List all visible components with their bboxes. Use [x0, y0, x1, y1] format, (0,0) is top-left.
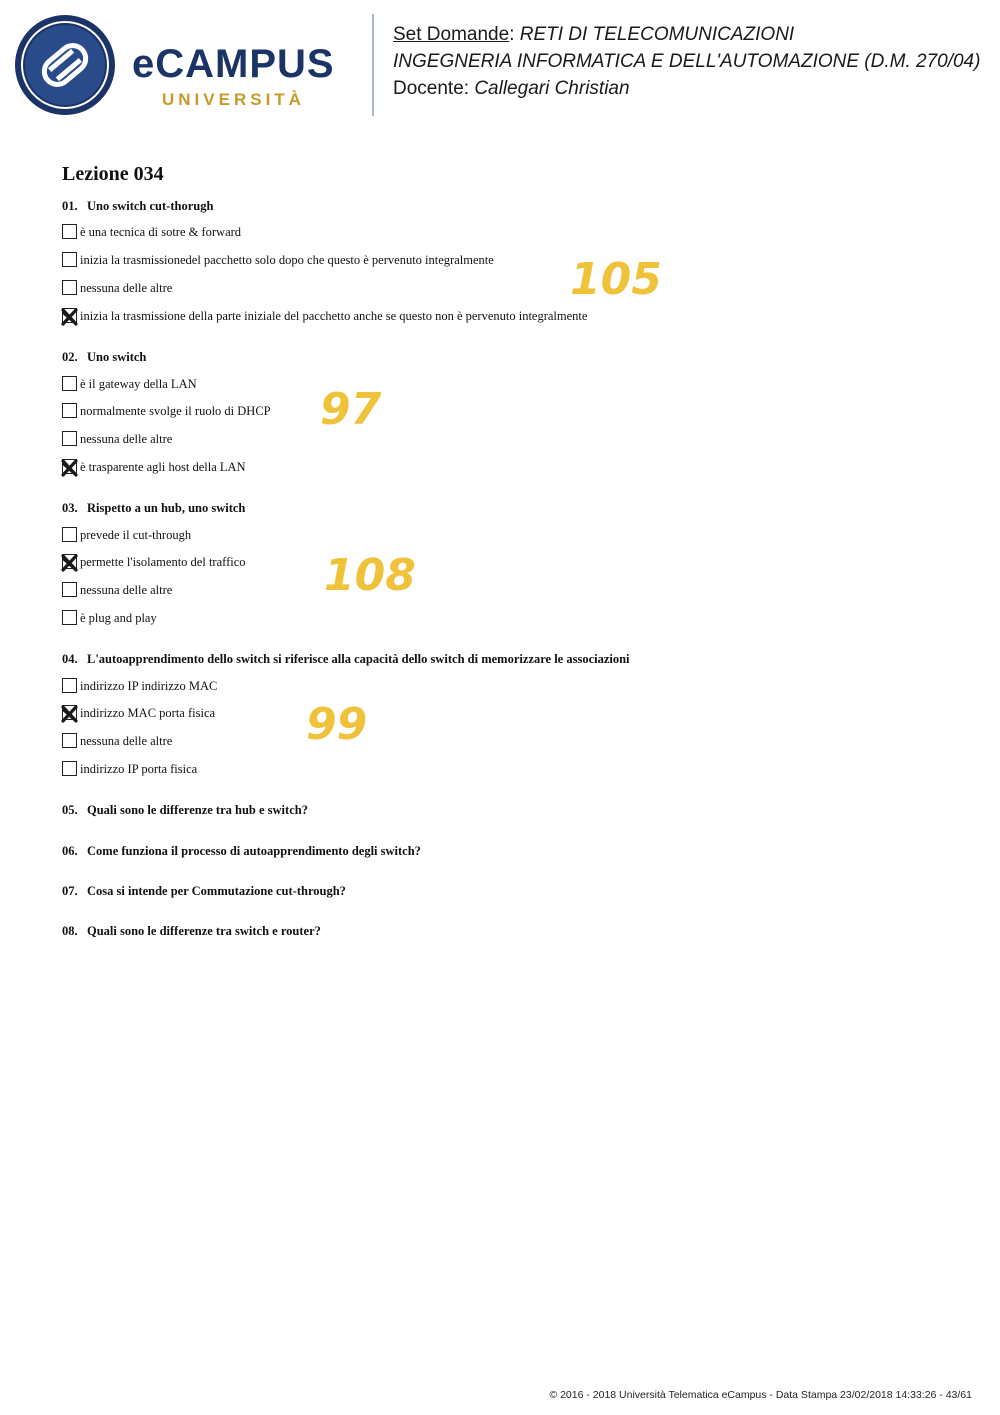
- question-04: [62, 651, 630, 667]
- question-number: 08.: [62, 924, 78, 938]
- option-label: indirizzo IP indirizzo MAC: [80, 679, 218, 693]
- answer-checkbox[interactable]: [62, 610, 77, 625]
- question-06: [62, 843, 421, 859]
- course-line: [393, 21, 980, 48]
- handwritten-annotation: [566, 248, 666, 304]
- question-text: Uno switch cut-thorugh: [87, 199, 214, 213]
- question-text: L'autoapprendimento dello switch si riferisce alla capacità dello switch di memorizzare le associazioni: [87, 652, 630, 666]
- handwritten-annotation: [320, 544, 420, 600]
- answer-checkbox[interactable]: [62, 705, 77, 720]
- answer-checkbox[interactable]: [62, 308, 77, 323]
- question-text: Quali sono le differenze tra hub e switch?: [87, 803, 308, 817]
- question-07: [62, 883, 346, 899]
- annotation-text: 99: [306, 699, 368, 750]
- option-label: è il gateway della LAN: [80, 377, 197, 391]
- page-footer: © 2016 - 2018 Università Telematica eCampus - Data Stampa 23/02/2018 14:33:26 - 43/61: [549, 1389, 972, 1401]
- page-header: [0, 0, 1000, 130]
- handwritten-annotation: [302, 693, 372, 749]
- answer-checkbox[interactable]: [62, 761, 77, 776]
- set-separator: :: [509, 24, 520, 45]
- question-number: 03.: [62, 501, 78, 515]
- answer-checkbox[interactable]: [62, 554, 77, 569]
- annotation-text: 108: [324, 550, 416, 601]
- annotation-text: 105: [570, 254, 662, 305]
- docente-line: [393, 75, 980, 102]
- answer-checkbox[interactable]: [62, 582, 77, 597]
- question-number: 04.: [62, 652, 78, 666]
- option-label: nessuna delle altre: [80, 432, 173, 446]
- header-info: [393, 21, 980, 102]
- option-label: normalmente svolge il ruolo di DHCP: [80, 404, 271, 418]
- question-text: Come funziona il processo di autoapprendimento degli switch?: [87, 844, 421, 858]
- question-01: [62, 198, 213, 214]
- answer-checkbox[interactable]: [62, 376, 77, 391]
- check-mark-icon: [60, 458, 80, 478]
- logo-title: eCAMPUS: [132, 42, 335, 86]
- option-label: nessuna delle altre: [80, 281, 173, 295]
- answer-checkbox[interactable]: [62, 527, 77, 542]
- question-number: 05.: [62, 803, 78, 817]
- question-number: 02.: [62, 350, 78, 364]
- ecampus-wordmark: [132, 42, 357, 114]
- answer-checkbox[interactable]: [62, 459, 77, 474]
- question-number: 06.: [62, 844, 78, 858]
- question-number: 01.: [62, 199, 78, 213]
- option-label: è plug and play: [80, 611, 157, 625]
- option-label: è trasparente agli host della LAN: [80, 460, 246, 474]
- header-divider: [372, 14, 374, 116]
- lesson-title: Lezione 034: [62, 163, 164, 185]
- question-05: [62, 802, 308, 818]
- option-label: prevede il cut-through: [80, 528, 192, 542]
- option-label: inizia la trasmissionedel pacchetto solo dopo che questo è pervenuto integralmente: [80, 253, 494, 267]
- answer-checkbox[interactable]: [62, 224, 77, 239]
- question-text: Uno switch: [87, 350, 147, 364]
- option-label: nessuna delle altre: [80, 734, 173, 748]
- handwritten-annotation: [316, 378, 386, 434]
- check-mark-icon: [60, 704, 80, 724]
- course-name: RETI DI TELECOMUNICAZIONI: [519, 24, 795, 45]
- answer-checkbox[interactable]: [62, 733, 77, 748]
- check-mark-icon: [60, 553, 80, 573]
- question-08: [62, 923, 321, 939]
- answer-checkbox[interactable]: [62, 252, 77, 267]
- option-label: è una tecnica di sotre & forward: [80, 225, 242, 239]
- set-label: Set Domande: [393, 24, 510, 45]
- question-number: 07.: [62, 884, 78, 898]
- ecampus-emblem-icon: [14, 14, 116, 116]
- check-mark-icon: [60, 307, 80, 327]
- answer-checkbox[interactable]: [62, 431, 77, 446]
- option-label: permette l'isolamento del traffico: [80, 555, 246, 569]
- option-label: inizia la trasmissione della parte iniziale del pacchetto anche se questo non è pervenuto integralmente: [80, 309, 588, 323]
- annotation-text: 97: [320, 384, 382, 435]
- docente-name: Callegari Christian: [474, 78, 630, 99]
- degree-name: INGEGNERIA INFORMATICA E DELL'AUTOMAZIONE (D.M. 270/04): [393, 51, 981, 72]
- answer-checkbox[interactable]: [62, 403, 77, 418]
- question-text: Cosa si intende per Commutazione cut-through?: [87, 884, 346, 898]
- option-label: indirizzo IP porta fisica: [80, 762, 198, 776]
- option-label: nessuna delle altre: [80, 583, 173, 597]
- question-text: Rispetto a un hub, uno switch: [87, 501, 246, 515]
- docente-label: Docente:: [393, 78, 475, 99]
- question-03: [62, 500, 245, 516]
- answer-checkbox[interactable]: [62, 678, 77, 693]
- logo-subtitle: UNIVERSITÀ: [162, 90, 305, 109]
- question-text: Quali sono le differenze tra switch e router?: [87, 924, 321, 938]
- answer-checkbox[interactable]: [62, 280, 77, 295]
- question-02: [62, 349, 146, 365]
- option-label: indirizzo MAC porta fisica: [80, 706, 216, 720]
